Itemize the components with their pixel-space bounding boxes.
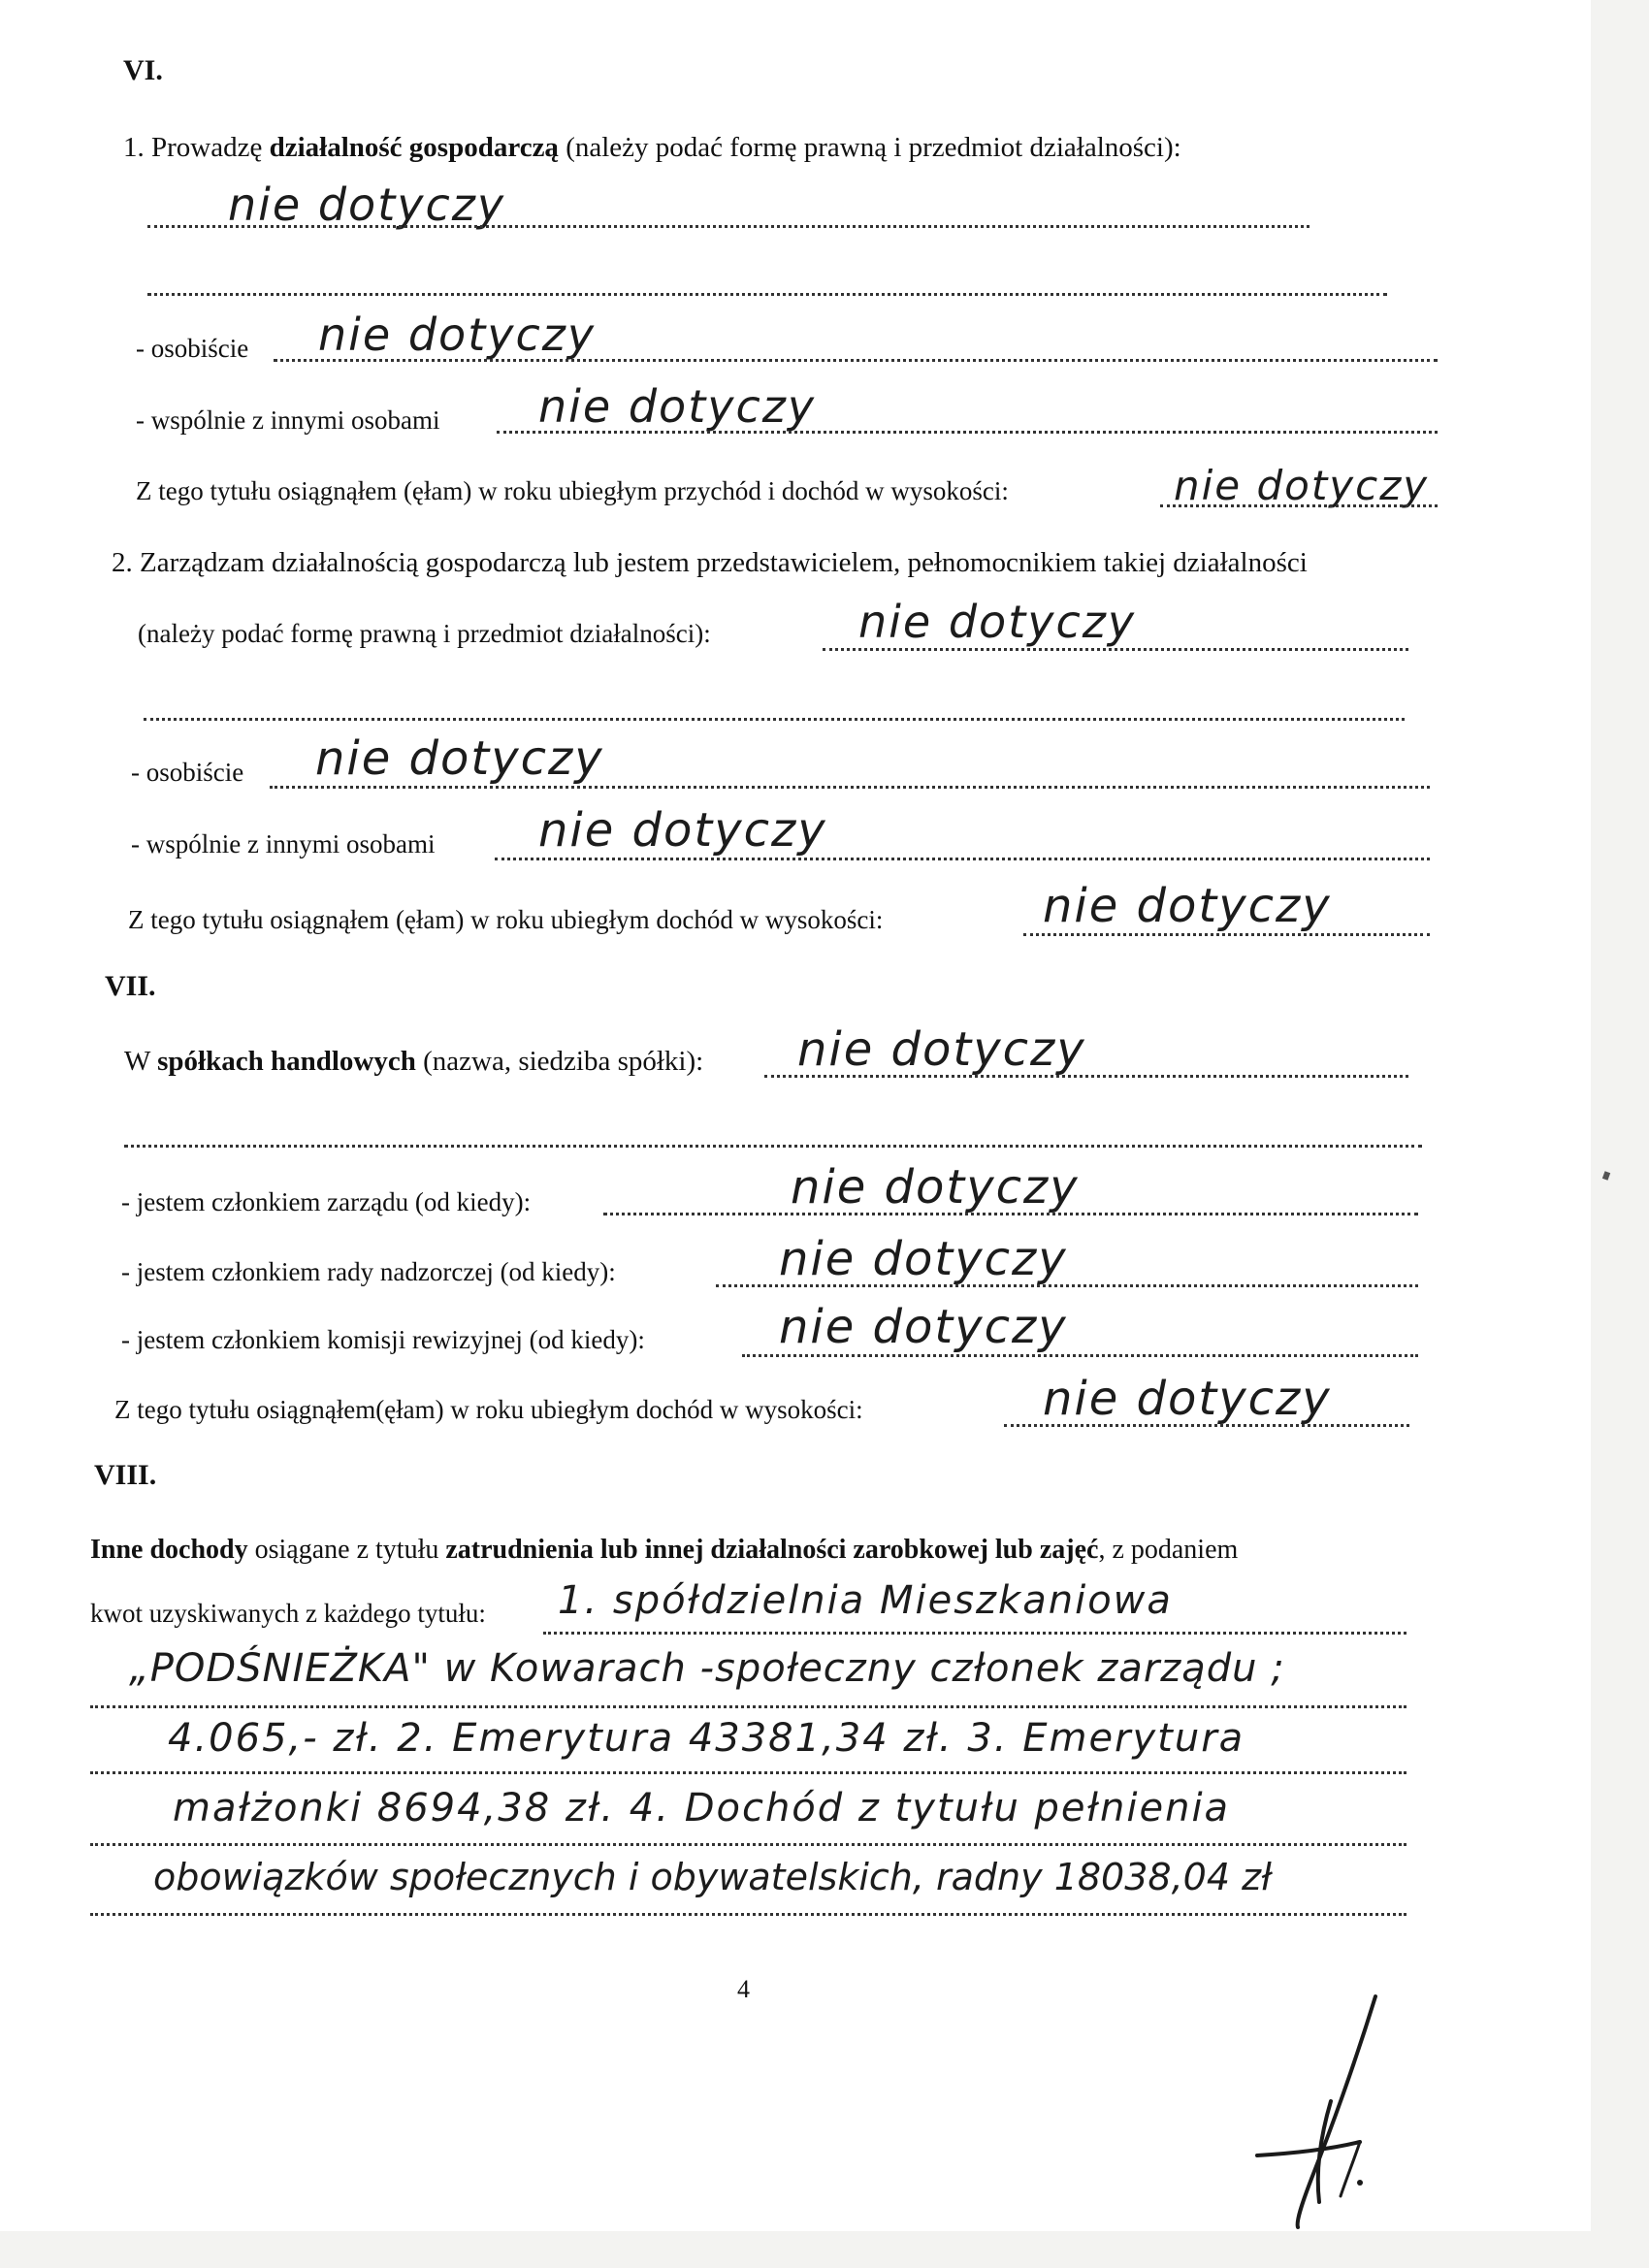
other-income-answer-line-5: obowiązków społecznych i obywatelskich, radny 18038,04 zł [153, 1856, 1272, 1898]
q1-personally-label: - osobiście [136, 334, 249, 363]
q2-income-label: Z tego tytułu osiągnąłem (ęłam) w roku ubiegłym dochód w wysokości: [128, 905, 884, 934]
q1-income-label: Z tego tytułu osiągnąłem (ęłam) w roku ubiegłym przychód i dochód w wysokości: [136, 476, 1009, 505]
q1-label: 1. Prowadzę działalność gospodarczą (należy podać formę prawną i przedmiot działalności): [123, 132, 1181, 163]
q1-personally-answer: nie dotyczy [318, 308, 597, 361]
supervisory-label: - jestem członkiem rady nadzorczej (od kiedy): [121, 1257, 616, 1286]
amounts-label: kwot uzyskiwanych z każdego tytułu: [90, 1599, 486, 1628]
other-income-label: Inne dochody osiągane z tytułu zatrudnienia lub innej działalności zarobkowej lub zajęć, z podaniem [90, 1535, 1239, 1565]
answer-line-1 [543, 1632, 1406, 1635]
other-income-answer-line-2: „PODŚNIEŻKA" w Kowarach -społeczny członek zarządu ; [129, 1646, 1285, 1691]
audit-line [742, 1354, 1418, 1357]
supervisory-answer: nie dotyczy [779, 1232, 1068, 1286]
vii-income-line [1004, 1424, 1409, 1427]
page-number: 4 [737, 1975, 750, 2003]
other-income-answer-line-4: małżonki 8694,38 zł. 4. Dochód z tytułu pełnienia [173, 1786, 1231, 1831]
audit-label: - jestem członkiem komisji rewizyjnej (od kiedy): [121, 1325, 645, 1354]
q1-blank-line [147, 293, 1387, 296]
answer-line-5 [90, 1913, 1406, 1916]
companies-blank-line [124, 1145, 1422, 1148]
q2-jointly-answer: nie dotyczy [538, 803, 827, 858]
q2-income-line [1023, 933, 1430, 936]
q2-jointly-label: - wspólnie z innymi osobami [131, 829, 436, 859]
answer-line-3 [90, 1771, 1406, 1774]
q2-label-line1: 2. Zarządzam działalnością gospodarczą lub jestem przedstawicielem, pełnomocnikiem takiej działalności [112, 547, 1308, 578]
section-vii-heading: VII. [105, 970, 156, 1002]
companies-answer-line [764, 1075, 1408, 1078]
q1-income-answer: nie dotyczy [1174, 462, 1430, 509]
q2-personally-line [270, 786, 1430, 789]
other-income-answer-line-3: 4.065,- zł. 2. Emerytura 43381,34 zł. 3. Emerytura [168, 1716, 1245, 1761]
q2-personally-label: - osobiście [131, 758, 244, 787]
companies-answer: nie dotyczy [797, 1022, 1086, 1077]
companies-label: W spółkach handlowych (nazwa, siedziba spółki): [124, 1046, 704, 1077]
q1-personally-line [274, 359, 1438, 362]
q2-answer-line [823, 648, 1408, 651]
section-vi-heading: VI. [123, 54, 163, 86]
q2-blank-line [144, 718, 1405, 721]
q1-jointly-label: - wspólnie z innymi osobami [136, 405, 440, 435]
vii-income-label: Z tego tytułu osiągnąłem(ęłam) w roku ubiegłym dochód w wysokości: [114, 1395, 863, 1424]
q1-jointly-answer: nie dotyczy [538, 380, 817, 433]
q1-income-line [1160, 504, 1438, 507]
vii-income-answer: nie dotyczy [1043, 1372, 1332, 1426]
board-answer: nie dotyczy [791, 1160, 1080, 1215]
audit-answer: nie dotyczy [779, 1300, 1068, 1354]
q1-handwritten-answer: nie dotyczy [228, 178, 506, 231]
supervisory-line [716, 1284, 1418, 1287]
q2-handwritten-answer: nie dotyczy [858, 596, 1137, 648]
board-line [603, 1213, 1418, 1215]
q2-label-line2: (należy podać formę prawną i przedmiot działalności): [138, 619, 711, 648]
q1-jointly-line [497, 431, 1438, 434]
q2-income-answer: nie dotyczy [1043, 879, 1332, 933]
q2-personally-answer: nie dotyczy [315, 731, 604, 786]
signature-icon [1251, 1989, 1406, 2241]
q1-answer-line [147, 225, 1310, 228]
section-viii-heading: VIII. [94, 1459, 157, 1491]
q2-jointly-line [495, 858, 1430, 860]
scan-edge-right [1591, 0, 1649, 2268]
board-label: - jestem członkiem zarządu (od kiedy): [121, 1187, 532, 1216]
answer-line-2 [90, 1705, 1406, 1708]
other-income-answer-line-1: 1. spółdzielnia Mieszkaniowa [558, 1578, 1173, 1623]
answer-line-4 [90, 1843, 1406, 1846]
